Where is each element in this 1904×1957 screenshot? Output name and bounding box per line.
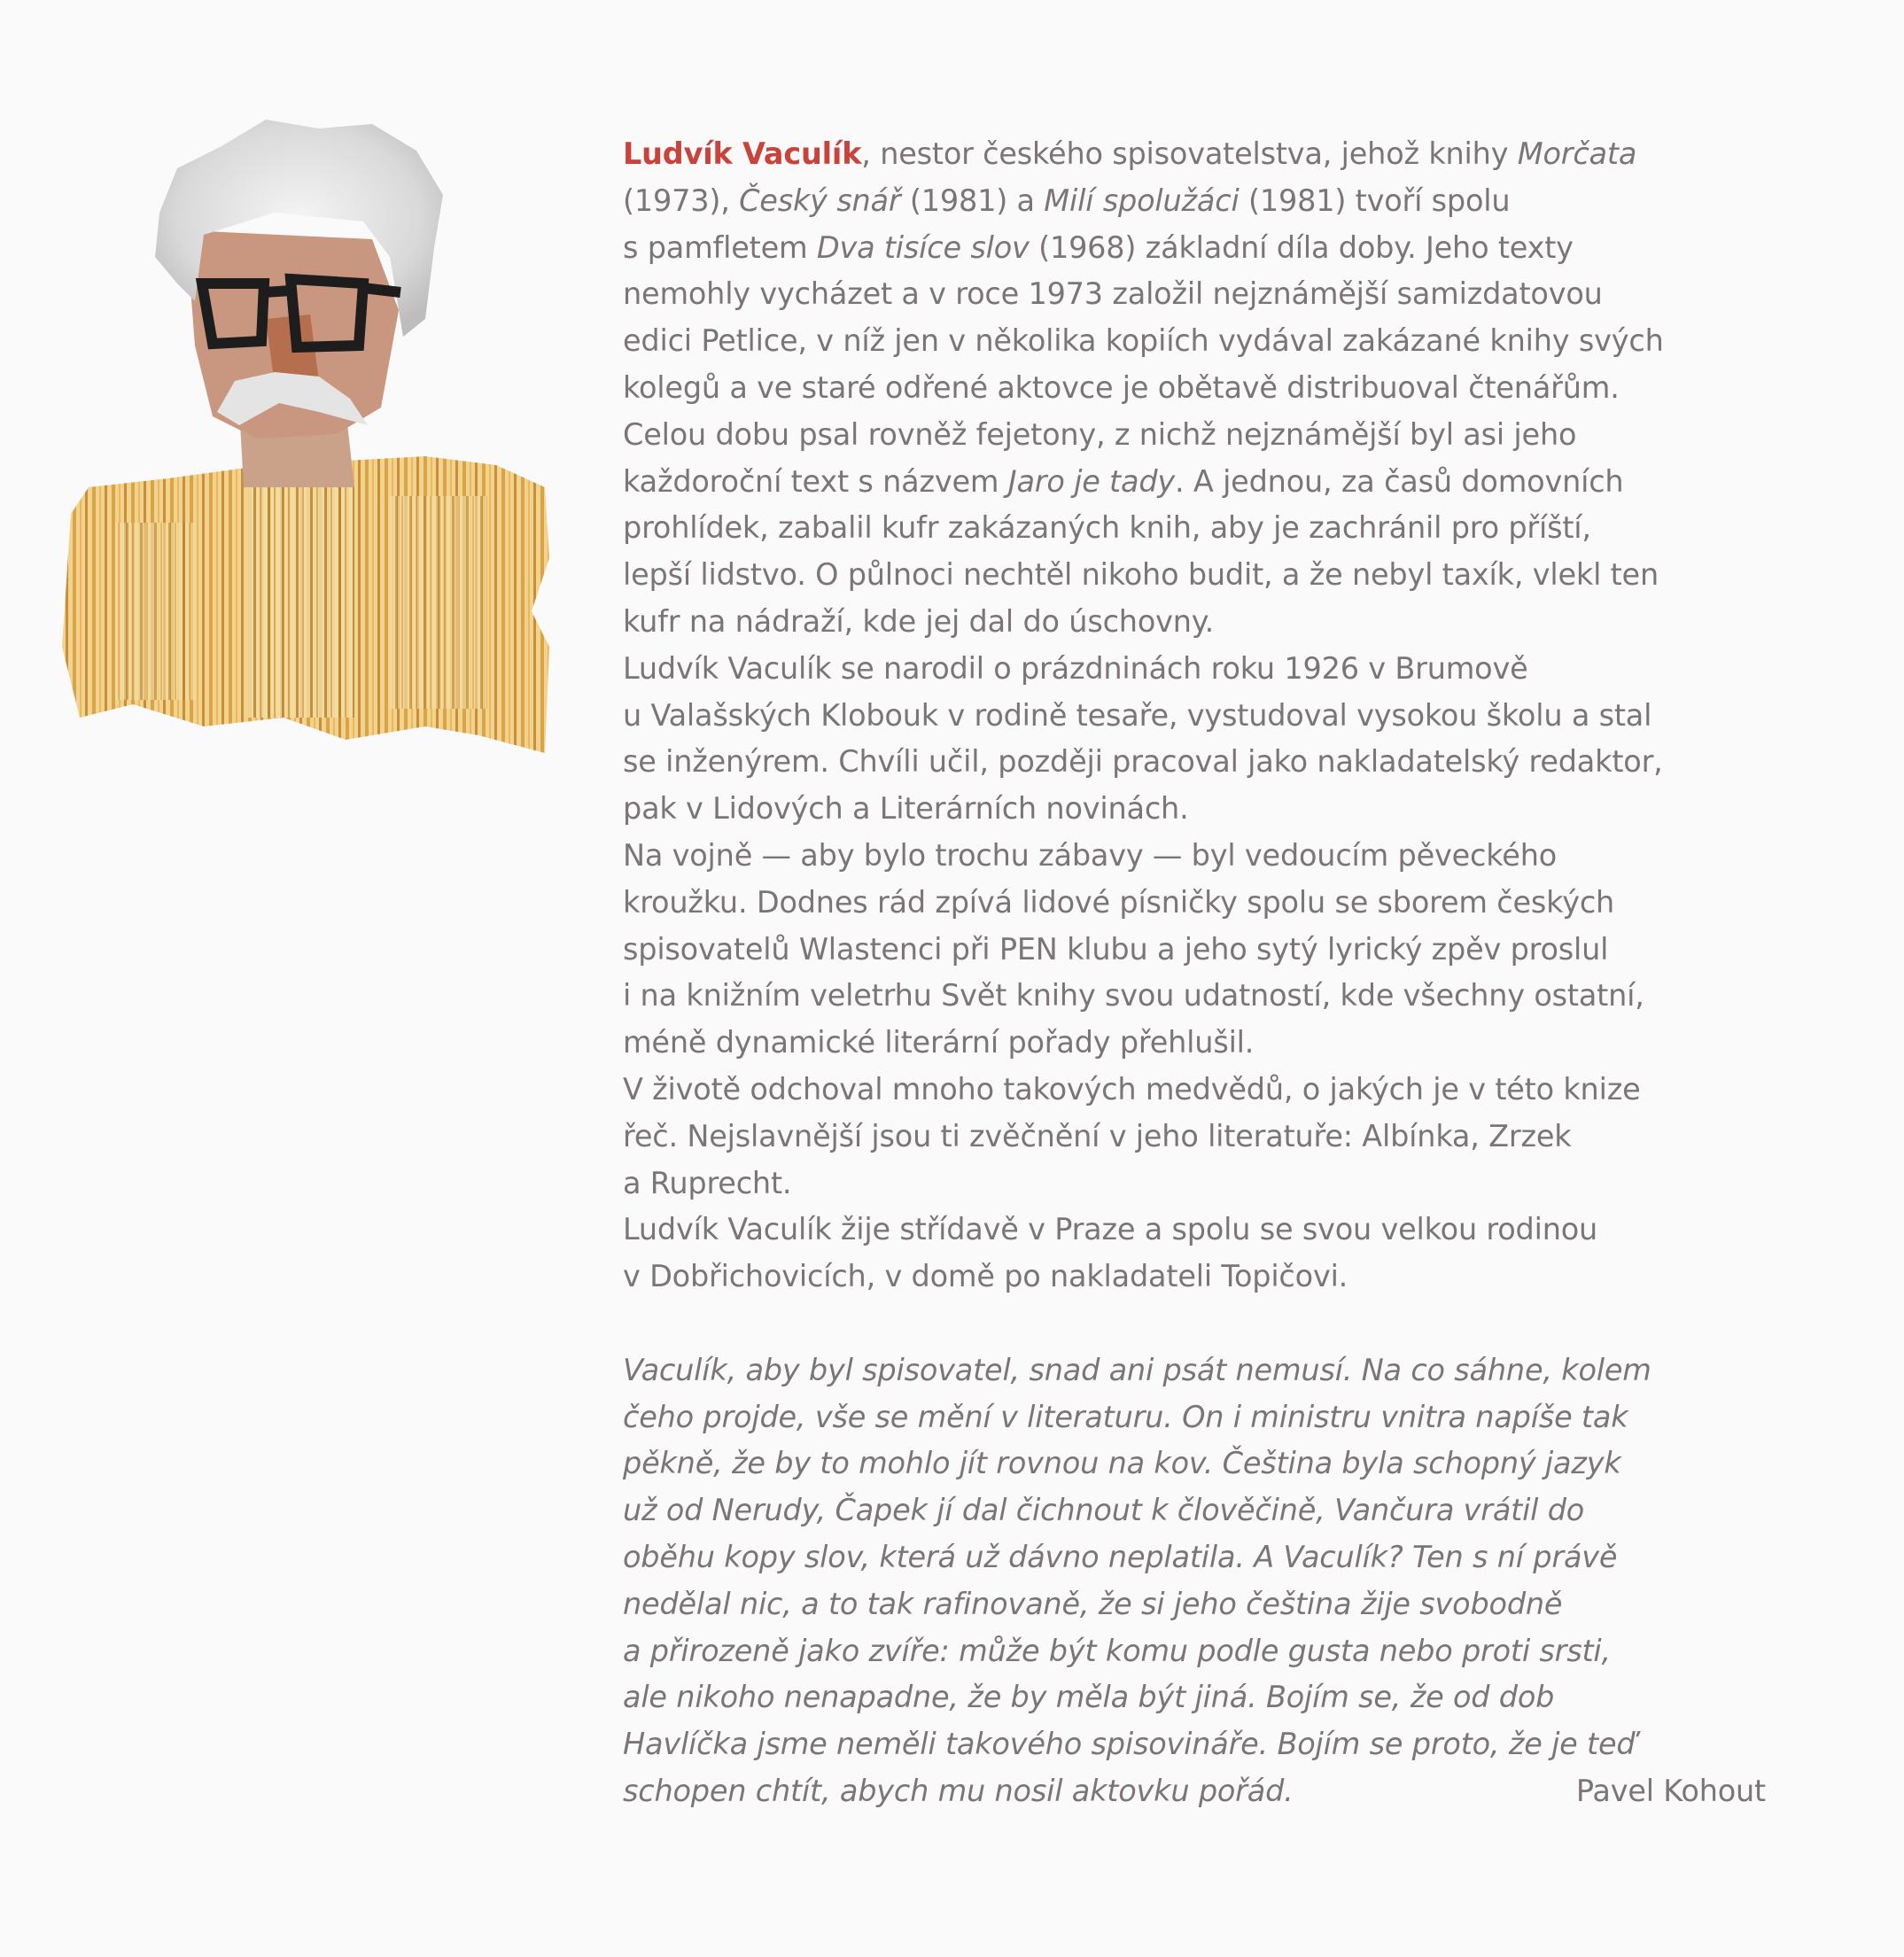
quote-line [623, 1487, 1766, 1534]
bio-line [623, 318, 1766, 365]
bio-line [623, 412, 1766, 459]
quote-line [623, 1628, 1766, 1675]
quote-text: už od Nerudy, Čapek jí dal čichnout k člověčině, Vančura vrátil do [623, 1493, 1585, 1528]
bio-text: (1981) tvoří spolu [1239, 182, 1511, 218]
bio-line [623, 459, 1766, 506]
quote-line [623, 1721, 1766, 1768]
biography-paragraphs [623, 131, 1766, 1301]
bio-line [623, 271, 1766, 318]
quote-line [623, 1674, 1766, 1721]
bio-text: Celou dobu psal rovněž fejetony, z nichž nejznámější byl asi jeho [623, 416, 1577, 452]
bio-line [623, 1020, 1766, 1067]
bio-text: (1981) a [900, 182, 1045, 218]
bio-line [623, 693, 1766, 740]
bio-text: s pamfletem [623, 229, 817, 265]
bio-text: lepší lidstvo. O půlnoci nechtěl nikoho budit, a že nebyl taxík, vlekl ten [623, 557, 1659, 593]
bio-text: kolegů a ve staré odřené aktovce je obětavě distribuoval čtenářům. [623, 369, 1620, 405]
bio-text: spisovatelů Wlastenci při PEN klubu a jeho sytý lyrický zpěv proslul [623, 931, 1609, 967]
bio-text: i na knižním veletrhu Svět knihy svou udatností, kde všechny ostatní, [623, 978, 1644, 1013]
bio-line [623, 786, 1766, 833]
bio-line [623, 1114, 1766, 1161]
bio-text: (1968) základní díla doby. Jeho texty [1029, 229, 1574, 265]
bio-line [623, 1207, 1766, 1254]
bio-text: edici Petlice, v níž jen v několika kopiích vydával zakázané knihy svých [623, 323, 1664, 359]
bio-text: kroužku. Dodnes rád zpívá lidové písničky spolu se sborem českých [623, 884, 1615, 920]
bio-line [623, 225, 1766, 272]
quote-line [623, 1394, 1766, 1441]
bio-line [623, 1254, 1766, 1301]
bio-text: (1973), [623, 182, 740, 218]
bio-text: u Valašských Klobouk v rodině tesaře, vystudoval vysokou školu a stal [623, 697, 1652, 733]
book-title: Český snář [739, 182, 901, 218]
bio-line [623, 646, 1766, 693]
bio-text: Na vojně — aby bylo trochu zábavy — byl vedoucím pěveckého [623, 837, 1558, 873]
quote-text: Havlíčka jsme neměli takového spisovináře. Bojím se proto, že je teď [623, 1727, 1636, 1762]
author-portrait-illustration [53, 115, 563, 762]
bio-line [623, 178, 1766, 225]
author-biography [623, 131, 1766, 1815]
bio-line [623, 739, 1766, 786]
quote-line [623, 1581, 1766, 1628]
quote-text: oběhu kopy slov, která už dávno neplatila. A Vaculík? Ten s ní právě [623, 1539, 1618, 1574]
bio-line [623, 880, 1766, 927]
bio-line [623, 552, 1766, 599]
quote-text: ale nikoho nenapadne, že by měla být jiná. Bojím se, že od dob [623, 1680, 1555, 1715]
bio-line [623, 927, 1766, 974]
book-title: Jaro je tady [1007, 463, 1176, 499]
bio-text: každoroční text s názvem [623, 463, 1008, 499]
quote-line [623, 1534, 1766, 1581]
bio-text: Ludvík Vaculík žije střídavě v Praze a spolu se svou velkou rodinou [623, 1212, 1598, 1247]
bio-line [623, 505, 1766, 552]
bio-line [623, 1161, 1766, 1208]
quote-line [623, 1441, 1766, 1487]
bio-text: , nestor českého spisovatelstva, jehož knihy [861, 136, 1518, 171]
book-title: Dva tisíce slov [816, 229, 1030, 265]
quote-text: schopen chtít, abych mu nosil aktovku pořád. [623, 1773, 1294, 1808]
bio-text: se inženýrem. Chvíli učil, později pracoval jako nakladatelský redaktor, [623, 744, 1663, 780]
bio-line [623, 365, 1766, 412]
quote-text: nedělal nic, a to tak rafinovaně, že si jeho čeština žije svobodně [623, 1586, 1563, 1621]
quote-line [623, 1768, 1766, 1815]
bio-line [623, 131, 1766, 178]
bio-text: kufr na nádraží, kde jej dal do úschovny. [623, 603, 1215, 639]
bio-line [623, 599, 1766, 646]
bio-text: a Ruprecht. [623, 1165, 792, 1200]
book-title: Morčata [1517, 136, 1637, 171]
quote-text: pěkně, že by to mohlo jít rovnou na kov. Čeština byla schopný jazyk [623, 1446, 1621, 1481]
bio-text: Ludvík Vaculík se narodil o prázdninách roku 1926 v Brumově [623, 650, 1528, 686]
book-title: Milí spolužáci [1044, 182, 1240, 218]
bio-line [623, 1067, 1766, 1114]
bio-text: pak v Lidových a Literárních novinách. [623, 791, 1189, 827]
paragraph-gap [623, 1301, 1766, 1347]
bio-line [623, 973, 1766, 1020]
bio-text: méně dynamické literární pořady přehlušil. [623, 1025, 1255, 1060]
bio-text: . A jednou, za časů domovních [1175, 463, 1624, 499]
bio-text: nemohly vycházet a v roce 1973 založil nejznámější samizdatovou [623, 276, 1603, 312]
author-name: Ludvík Vaculík [623, 136, 862, 171]
bio-text: v Dobřichovicích, v domě po nakladateli Topičovi. [623, 1259, 1348, 1294]
quote-text: Vaculík, aby byl spisovatel, snad ani psát nemusí. Na co sáhne, kolem [623, 1352, 1651, 1387]
quote-line [623, 1347, 1766, 1394]
quote-text: čeho projde, vše se mění v literaturu. On i ministru vnitra napíše tak [623, 1399, 1628, 1434]
bio-text: V životě odchoval mnoho takových medvědů, o jakých je v této knize [623, 1071, 1641, 1107]
bio-line [623, 833, 1766, 880]
quote-block [623, 1347, 1766, 1815]
bio-text: řeč. Nejslavnější jsou ti zvěčnění v jeho literatuře: Albínka, Zrzek [623, 1118, 1572, 1153]
quote-author-signature: Pavel Kohout [1575, 1773, 1766, 1808]
quote-text: a přirozeně jako zvíře: může být komu podle gusta nebo proti srsti, [623, 1633, 1611, 1668]
bio-text: prohlídek, zabalil kufr zakázaných knih, aby je zachránil pro příští, [623, 510, 1591, 546]
